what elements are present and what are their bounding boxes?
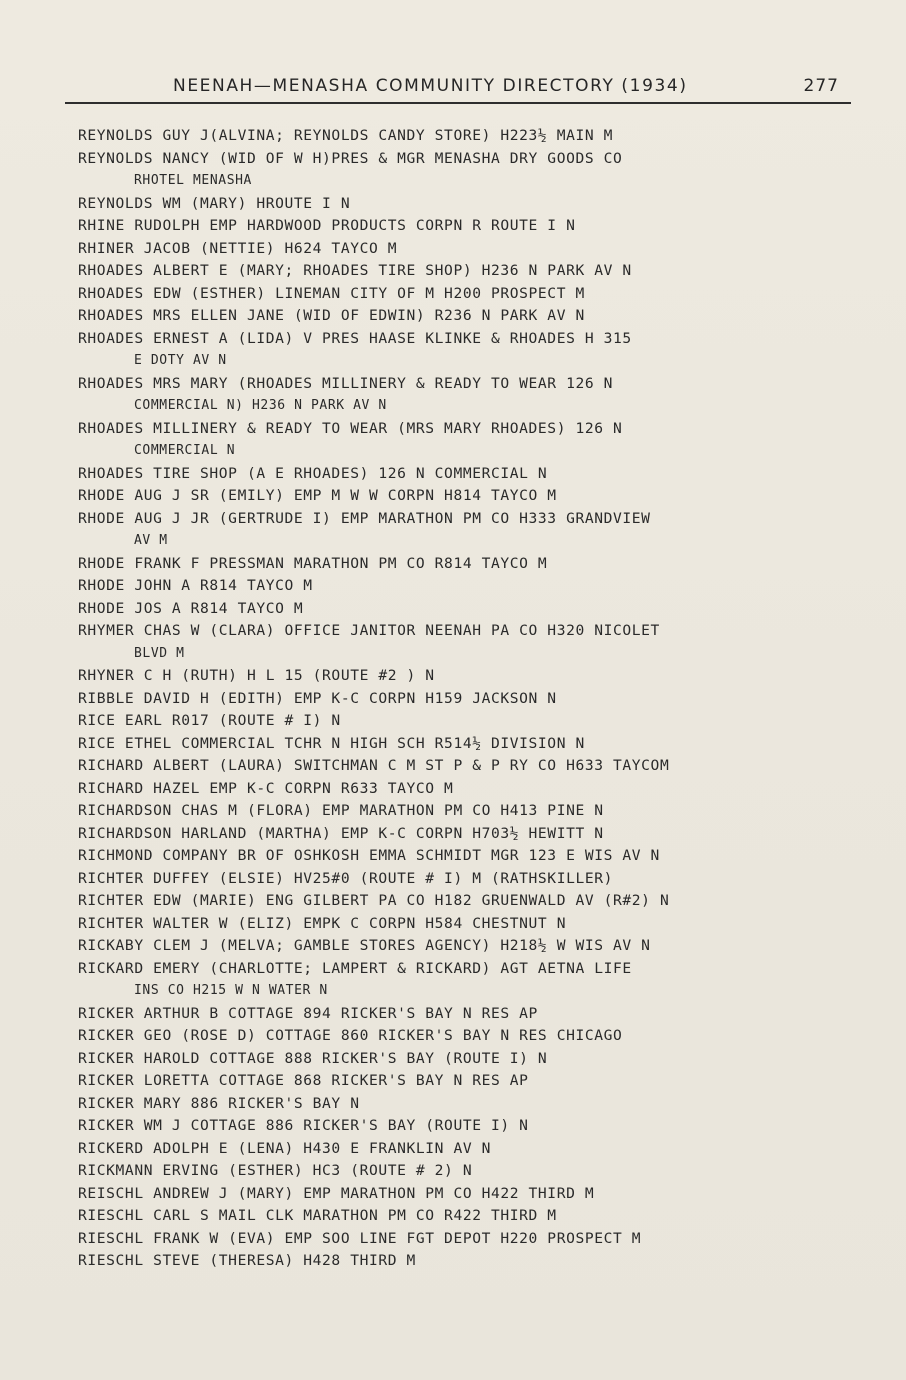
page-header — [65, 76, 851, 104]
directory-entry: RHODE FRANK F PRESSMAN MARATHON PM CO R814 TAYCO M — [78, 554, 548, 572]
directory-entry: RICKER GEO (ROSE D) COTTAGE 860 RICKER'S BAY N RES CHICAGO — [78, 1027, 623, 1044]
directory-entry-continuation: AV M — [134, 533, 168, 548]
directory-entry: RHINE RUDOLPH EMP HARDWOOD PRODUCTS CORPN R ROUTE I N — [78, 217, 576, 234]
directory-entry: RICHTER EDW (MARIE) ENG GILBERT PA CO H182 GRUENWALD AV (R#2) N — [78, 892, 670, 909]
directory-entry: RICKARD EMERY (CHARLOTTE; LAMPERT & RICKARD) AGT AETNA LIFE — [78, 959, 632, 977]
page-number: 277 — [803, 76, 839, 96]
directory-entry: RHODE JOS A R814 TAYCO M — [78, 599, 304, 617]
directory-entry-continuation: COMMERCIAL N) H236 N PARK AV N — [134, 398, 387, 413]
directory-entry: RICE EARL R017 (ROUTE # I) N — [78, 712, 341, 729]
directory-entry: RHOADES TIRE SHOP (A E RHOADES) 126 N COMMERCIAL N — [78, 464, 548, 482]
directory-entry: RHODE AUG J JR (GERTRUDE I) EMP MARATHON PM CO H333 GRANDVIEW — [78, 509, 651, 527]
directory-entry-continuation: BLVD M — [134, 645, 185, 661]
directory-entry: RICHTER DUFFEY (ELSIE) HV25#0 (ROUTE # I) M (RATHSKILLER) — [78, 869, 614, 887]
directory-entry-continuation: COMMERCIAL N — [134, 443, 236, 458]
directory-entry: RICHTER WALTER W (ELIZ) EMPK C CORPN H584 CHESTNUT N — [78, 914, 567, 932]
directory-entry: RICE ETHEL COMMERCIAL TCHR N HIGH SCH R514½ DIVISION N — [78, 734, 585, 752]
header-title: NEENAH—MENASHA COMMUNITY DIRECTORY (1934) — [173, 76, 688, 96]
directory-entries — [78, 125, 868, 1273]
directory-entry: RIESCHL CARL S MAIL CLK MARATHON PM CO R422 THIRD M — [78, 1207, 557, 1224]
directory-entry: RHOADES MRS ELLEN JANE (WID OF EDWIN) R236 N PARK AV N — [78, 307, 585, 324]
directory-entry: RIBBLE DAVID H (EDITH) EMP K-C CORPN H159 JACKSON N — [78, 689, 557, 707]
directory-entry: RHOADES MRS MARY (RHOADES MILLINERY & READY TO WEAR 126 N — [78, 374, 614, 392]
directory-entry: RICKER HAROLD COTTAGE 888 RICKER'S BAY (ROUTE I) N — [78, 1049, 548, 1067]
directory-entry-continuation: E DOTY AV N — [134, 353, 227, 368]
directory-entry: RICHMOND COMPANY BR OF OSHKOSH EMMA SCHMIDT MGR 123 E WIS AV N — [78, 847, 660, 864]
directory-entry: RIESCHL FRANK W (EVA) EMP SOO LINE FGT DEPOT H220 PROSPECT M — [78, 1229, 642, 1247]
directory-entry: RHYMER CHAS W (CLARA) OFFICE JANITOR NEENAH PA CO H320 NICOLET — [78, 622, 660, 639]
directory-entry-continuation: RHOTEL MENASHA — [134, 173, 252, 188]
directory-entry: RHODE JOHN A R814 TAYCO M — [78, 577, 313, 594]
directory-entry: RHOADES MILLINERY & READY TO WEAR (MRS MARY RHOADES) 126 N — [78, 419, 623, 437]
directory-entry: RHOADES EDW (ESTHER) LINEMAN CITY OF M H200 PROSPECT M — [78, 284, 585, 302]
directory-entry: RICKABY CLEM J (MELVA; GAMBLE STORES AGENCY) H218½ W WIS AV N — [78, 937, 651, 954]
directory-entry: REYNOLDS GUY J(ALVINA; REYNOLDS CANDY STORE) H223½ MAIN M — [78, 127, 614, 144]
directory-entry: RHOADES ERNEST A (LIDA) V PRES HAASE KLINKE & RHOADES H 315 — [78, 329, 632, 347]
directory-entry: RHOADES ALBERT E (MARY; RHOADES TIRE SHOP) H236 N PARK AV N — [78, 262, 632, 279]
directory-entry: REYNOLDS WM (MARY) HROUTE I N — [78, 194, 351, 212]
directory-entry-continuation: INS CO H215 W N WATER N — [134, 983, 328, 998]
directory-entry: REYNOLDS NANCY (WID OF W H)PRES & MGR MENASHA DRY GOODS CO — [78, 149, 623, 167]
directory-entry: RHINER JACOB (NETTIE) H624 TAYCO M — [78, 239, 398, 257]
directory-entry: RICHARD ALBERT (LAURA) SWITCHMAN C M ST P & P RY CO H633 TAYCOM — [78, 757, 670, 774]
directory-entry: RICHARDSON HARLAND (MARTHA) EMP K-C CORPN H703½ HEWITT N — [78, 824, 604, 842]
directory-entry: RICKER MARY 886 RICKER'S BAY N — [78, 1094, 360, 1112]
directory-entry: RICHARD HAZEL EMP K-C CORPN R633 TAYCO M — [78, 779, 454, 797]
directory-entry: REISCHL ANDREW J (MARY) EMP MARATHON PM CO H422 THIRD M — [78, 1184, 595, 1202]
directory-entry: RHODE AUG J SR (EMILY) EMP M W W CORPN H814 TAYCO M — [78, 487, 557, 504]
directory-entry: RICKER WM J COTTAGE 886 RICKER'S BAY (ROUTE I) N — [78, 1117, 529, 1134]
directory-entry: RICKER ARTHUR B COTTAGE 894 RICKER'S BAY N RES AP — [78, 1004, 538, 1022]
directory-entry: RICKERD ADOLPH E (LENA) H430 E FRANKLIN AV N — [78, 1139, 491, 1157]
directory-entry: RICKER LORETTA COTTAGE 868 RICKER'S BAY N RES AP — [78, 1072, 529, 1089]
directory-entry: RHYNER C H (RUTH) H L 15 (ROUTE #2 ) N — [78, 667, 435, 684]
directory-entry: RIESCHL STEVE (THERESA) H428 THIRD M — [78, 1252, 416, 1269]
directory-entry: RICHARDSON CHAS M (FLORA) EMP MARATHON PM CO H413 PINE N — [78, 802, 604, 819]
directory-entry: RICKMANN ERVING (ESTHER) HC3 (ROUTE # 2) N — [78, 1162, 473, 1179]
